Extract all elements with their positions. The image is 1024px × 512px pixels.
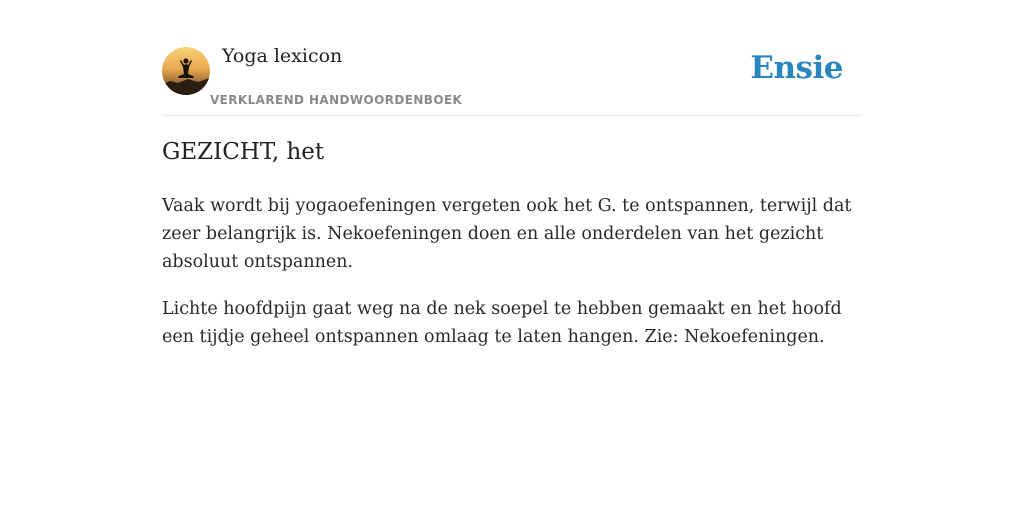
meditation-avatar-icon[interactable] xyxy=(162,47,210,95)
entry-paragraph: Vaak wordt bij yogaoefeningen vergeten ook het G. te ontspannen, terwijl dat zeer belangrijk is. Nekoefeningen doen en alle onderdelen van het gezicht absoluut ontspannen. xyxy=(162,196,852,272)
content-container xyxy=(162,0,862,347)
ensie-logo-link[interactable]: Ensie xyxy=(750,50,843,86)
entry-paragraph: Lichte hoofdpijn gaat weg na de nek soepel te hebben gemaakt en het hoofd een tijdje geheel ontspannen omlaag te laten hangen. Zie: Nekoefeningen. xyxy=(162,299,842,347)
site-subtitle: VERKLAREND HANDWOORDENBOEK xyxy=(210,93,463,107)
entry-body xyxy=(162,192,862,370)
site-title[interactable]: Yoga lexicon xyxy=(222,45,343,67)
site-header xyxy=(162,0,862,116)
entry-title: GEZICHT, het xyxy=(162,139,325,165)
